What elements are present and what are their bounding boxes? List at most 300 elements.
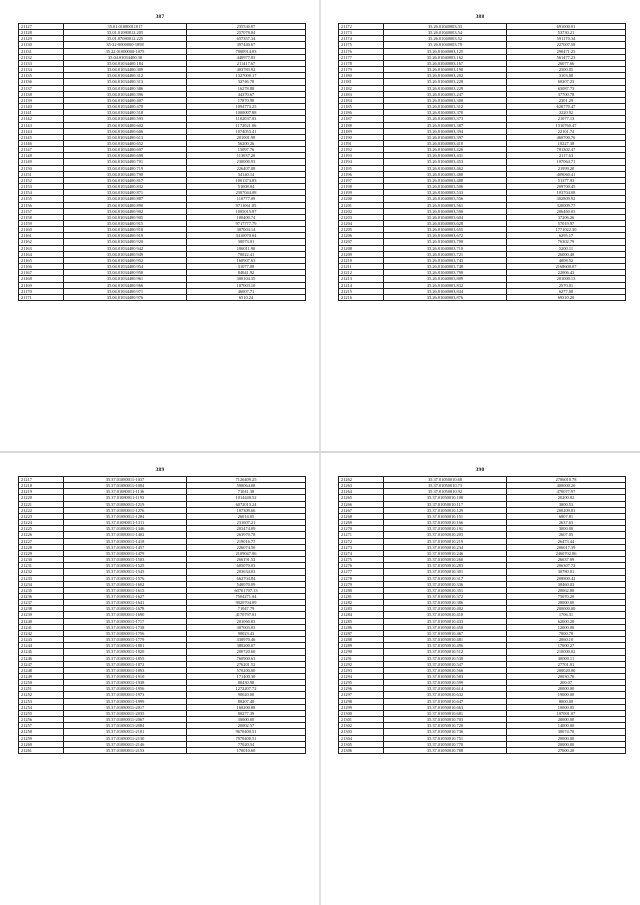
cadastral-number: 35.37.01080011-1627 (64, 593, 187, 599)
amount: 257078.84 (187, 30, 306, 36)
amount: 26014.05 (187, 513, 306, 519)
amount: 1000007.88 (187, 110, 306, 116)
row-index: 21303 (339, 729, 384, 735)
cadastral-number: 35.26.01040003.312 (384, 104, 507, 110)
amount: 206307.72 (507, 563, 626, 569)
row-index: 21265 (339, 495, 384, 501)
data-table (338, 23, 626, 301)
row-index: 21272 (339, 538, 384, 544)
cadastral-number: 35.37.01050010.481 (384, 637, 507, 643)
amount: 3000.00 (507, 526, 626, 532)
row-index: 21200 (339, 196, 384, 202)
amount: 78022.41 (187, 251, 306, 257)
row-index: 21237 (19, 600, 64, 606)
cadastral-number: 35.37.01080011-1893 (64, 667, 187, 673)
cadastral-number: 35.37.01080011-2130 (64, 735, 187, 741)
cadastral-number: 35.04.01034400.606 (64, 128, 187, 134)
row-index: 21179 (339, 67, 384, 73)
amount: 2706010.78 (507, 477, 626, 483)
page-389 (0, 453, 320, 905)
row-index: 21294 (339, 674, 384, 680)
cadastral-number: 35.37.01050010.129 (384, 507, 507, 513)
cadastral-number: 35.04.01034400.952 (64, 257, 187, 263)
amount: 12000.00 (507, 624, 626, 630)
row-index: 21136 (19, 79, 64, 85)
amount: 7800914.83 (187, 48, 306, 54)
cadastral-number: 35.04.01034400.613 (64, 134, 187, 140)
amount: 28000.00 (507, 600, 626, 606)
cadastral-number: 35.26.01040003.162 (384, 54, 507, 60)
cadastral-number: 35.37.01050010.402 (384, 606, 507, 612)
cadastral-number: 35.26.01040003.506 (384, 184, 507, 190)
cadastral-number: 35.26.01040003.721 (384, 251, 507, 257)
amount: 53730.21 (507, 30, 626, 36)
row-index: 21221 (19, 501, 64, 507)
cadastral-number: 35.37.01050010.736 (384, 729, 507, 735)
row-index: 21283 (339, 606, 384, 612)
amount: 1005015.87 (187, 208, 306, 214)
row-index: 21215 (339, 288, 384, 294)
cadastral-number: 35.37.01080011-2101 (64, 729, 187, 735)
row-index: 21189 (339, 128, 384, 134)
row-index: 21173 (339, 30, 384, 36)
cadastral-number: 35.26.01040003.125 (384, 48, 507, 54)
row-index: 21134 (19, 67, 64, 73)
amount: 30780.01 (507, 569, 626, 575)
cadastral-number: 35.37.01080011-1311 (64, 520, 187, 526)
row-index: 21145 (19, 134, 64, 140)
cadastral-number: 35.37.01050010.770 (384, 741, 507, 747)
row-index: 21131 (19, 48, 64, 54)
cadastral-number: 35.04.01034400.890 (64, 202, 187, 208)
cadastral-number: 35.37.01050010.418 (384, 612, 507, 618)
cadastral-number: 35.37.01080011-1855 (64, 655, 187, 661)
amount: 3103.08 (507, 73, 626, 79)
cadastral-number: 35.37.01050010.614 (384, 686, 507, 692)
row-index: 21204 (339, 221, 384, 227)
cadastral-number: 35.26.01040003.247 (384, 91, 507, 97)
row-index: 21298 (339, 698, 384, 704)
row-index: 21216 (339, 294, 384, 300)
amount: 307003.03 (187, 624, 306, 630)
amount: 781302.47 (507, 147, 626, 153)
amount: 397440.67 (187, 42, 306, 48)
amount: 21077.13 (507, 116, 626, 122)
cadastral-number: 35.26.01040003.79 (384, 42, 507, 48)
row-index: 21228 (19, 544, 64, 550)
row-index: 21148 (19, 153, 64, 159)
cadastral-number: 35.26.01040003.54 (384, 30, 507, 36)
row-index: 21194 (339, 159, 384, 165)
cadastral-number: 35.04.01034400.971 (64, 288, 187, 294)
row-index: 21233 (19, 575, 64, 581)
cadastral-number: 35.26.01040003.700 (384, 239, 507, 245)
cadastral-number: 35.37.01080011-1525 (64, 563, 187, 569)
cadastral-number: 35.04.01034400.887 (64, 196, 187, 202)
row-index: 21196 (339, 171, 384, 177)
amount: 160907.63 (187, 257, 306, 263)
amount: 30073.01 (187, 239, 306, 245)
row-index: 21263 (339, 483, 384, 489)
row-index: 21250 (19, 680, 64, 686)
amount: 210000.02 (507, 649, 626, 655)
amount: 34140.14 (187, 171, 306, 177)
amount: 200000.00 (507, 606, 626, 612)
amount: 37206.26 (507, 214, 626, 220)
table-row (19, 747, 306, 753)
row-index: 21168 (19, 276, 64, 282)
cadastral-number: 35.37.01080011-2017 (64, 704, 187, 710)
cadastral-number: 35.37.01080011-1690 (64, 612, 187, 618)
cadastral-number: 35.04.01034400.790 (64, 171, 187, 177)
row-index: 21213 (339, 276, 384, 282)
row-index: 21253 (19, 698, 64, 704)
amount: 113037.20 (187, 153, 306, 159)
cadastral-number: 35.26.01040003.202 (384, 73, 507, 79)
cadastral-number: 35.37.01050010.467 (384, 630, 507, 636)
amount: 7970400.51 (187, 735, 306, 741)
amount: 30074.70 (507, 729, 626, 735)
cadastral-number: 35.37.01080011-2035 (64, 710, 187, 716)
cadastral-number: 35.26.01040003.229 (384, 85, 507, 91)
amount: 219016.77 (187, 538, 306, 544)
amount: 440977.83 (187, 54, 306, 60)
cadastral-number: 35.04.01034400.602 (64, 122, 187, 128)
row-index: 21299 (339, 704, 384, 710)
amount: 320009.77 (507, 202, 626, 208)
cadastral-number: 35.37.01050010.372 (384, 593, 507, 599)
amount: 27000.20 (507, 747, 626, 753)
row-index: 21138 (19, 91, 64, 97)
row-index: 21260 (19, 741, 64, 747)
cadastral-number: 35.37.01050010.386 (384, 600, 507, 606)
amount: 403783.92 (187, 67, 306, 73)
cadastral-number: 35.26.01040003.604 (384, 214, 507, 220)
row-index: 21301 (339, 717, 384, 723)
row-index: 21205 (339, 227, 384, 233)
row-index: 21185 (339, 104, 384, 110)
row-index: 21276 (339, 563, 384, 569)
cadastral-number: 35.37.01080011-1602 (64, 581, 187, 587)
row-index: 21232 (19, 569, 64, 575)
cadastral-number: 35.04.01034400.386 (64, 85, 187, 91)
amount: 200720.60 (187, 649, 306, 655)
cadastral-number: 35.37.01050010.512 (384, 649, 507, 655)
page-number: 389 (155, 467, 165, 473)
row-index: 21243 (19, 637, 64, 643)
row-index: 21192 (339, 147, 384, 153)
amount: 20000.00 (507, 741, 626, 747)
cadastral-number: 35.04.01034400.905 (64, 214, 187, 220)
cadastral-number: 35.37.01050010.632 (384, 692, 507, 698)
amount: 22101.74 (507, 128, 626, 134)
amount: 51377.93 (507, 177, 626, 183)
amount: 37700.78 (507, 91, 626, 97)
row-index: 21163 (19, 245, 64, 251)
cadastral-number: 35.04.01034400.719 (64, 165, 187, 171)
row-index: 21172 (339, 24, 384, 30)
amount: 209700.45 (507, 184, 626, 190)
cadastral-number: 35.37.01050010.647 (384, 698, 507, 704)
amount: 187003.10 (187, 282, 306, 288)
cadastral-number: 35.26.01040003.397 (384, 134, 507, 140)
page-number: 390 (475, 467, 485, 473)
amount: 21999.20 (507, 165, 626, 171)
cadastral-number: 35.37.01080011-1956 (64, 686, 187, 692)
cadastral-number: 35.04.01034400.478 (64, 104, 187, 110)
cadastral-number: 35.37.01080011-1576 (64, 575, 187, 581)
row-index: 21193 (339, 153, 384, 159)
cadastral-number: 35.26.01040003.844 (384, 288, 507, 294)
amount: 75070.20 (507, 593, 626, 599)
amount: 26000.40 (507, 251, 626, 257)
cadastral-number: 35.37.01080011-1973 (64, 692, 187, 698)
cadastral-number: 35.04.01034400.918 (64, 227, 187, 233)
row-index: 21150 (19, 165, 64, 171)
amount: 4170797.01 (187, 612, 306, 618)
cadastral-number: 35.37.01080011-1910 (64, 674, 187, 680)
row-index: 21268 (339, 513, 384, 519)
row-index: 21219 (19, 489, 64, 495)
row-index: 21231 (19, 563, 64, 569)
cadastral-number: 35.04.01034400.817 (64, 177, 187, 183)
amount: 30000.11 (507, 655, 626, 661)
amount: 276201.52 (187, 661, 306, 667)
cadastral-number: 35.04.01034400.396 (64, 91, 187, 97)
amount: 160200.88 (187, 704, 306, 710)
amount: 227007.58 (507, 42, 626, 48)
row-index: 21209 (339, 251, 384, 257)
amount: 302809.92 (507, 196, 626, 202)
row-index: 21159 (19, 221, 64, 227)
amount: 1327000.17 (187, 73, 306, 79)
amount: 691000.01 (507, 24, 626, 30)
amount: 570200.00 (187, 667, 306, 673)
amount: 6277.08 (507, 288, 626, 294)
cadastral-number: 35.37.01080011-1641 (64, 600, 187, 606)
row-index: 21202 (339, 208, 384, 214)
amount: 107064.71 (507, 159, 626, 165)
amount: 470077.97 (507, 489, 626, 495)
cadastral-number: 35.37.01080011-1543 (64, 569, 187, 575)
amount: 208800.42 (507, 575, 626, 581)
row-index: 21269 (339, 520, 384, 526)
row-index: 21146 (19, 140, 64, 146)
row-index: 21227 (19, 538, 64, 544)
cadastral-number: 35.37.01080011-1276 (64, 507, 187, 513)
row-index: 21278 (339, 575, 384, 581)
cadastral-number: 35.37.01050010.450 (384, 624, 507, 630)
cadastral-number: 35.37.01050010.788 (384, 747, 507, 753)
row-index: 21188 (339, 122, 384, 128)
cadastral-number: 35.01.01080012.205 (64, 30, 187, 36)
row-index: 21208 (339, 245, 384, 251)
cadastral-number: 35.26.01040003.462 (384, 165, 507, 171)
amount: 80277.39 (187, 710, 306, 716)
row-index: 21241 (19, 624, 64, 630)
row-index: 21254 (19, 704, 64, 710)
row-index: 21225 (19, 526, 64, 532)
cadastral-number: 35.26.01040003.556 (384, 196, 507, 202)
amount: 17000.27 (507, 643, 626, 649)
amount: 6807.81 (507, 513, 626, 519)
amount: 330970.46 (187, 637, 306, 643)
cadastral-number: 35.26.01040003.373 (384, 116, 507, 122)
cadastral-number: 35.37.01050010.191 (384, 526, 507, 532)
cadastral-number: 35.37.01080011-1779 (64, 637, 187, 643)
amount: 3220.92 (507, 110, 626, 116)
row-index: 21305 (339, 741, 384, 747)
cadastral-number: 35.04.01034400.902 (64, 208, 187, 214)
row-index: 21306 (339, 747, 384, 753)
amount: 27701.01 (507, 661, 626, 667)
cadastral-number: 35.04.01034400.697 (64, 147, 187, 153)
cadastral-number: 35.26.01040003.876 (384, 294, 507, 300)
cadastral-number: 35.26.01040003.480 (384, 171, 507, 177)
amount: 206460.03 (507, 208, 626, 214)
cadastral-number: 35.04.01034400.184 (64, 60, 187, 66)
amount: 60701707.13 (187, 587, 306, 593)
amount: 409060.41 (507, 171, 626, 177)
amount: 30000.00 (187, 717, 306, 723)
row-index: 21186 (339, 110, 384, 116)
row-index: 21244 (19, 643, 64, 649)
amount: 235530.87 (187, 24, 306, 30)
cadastral-number: 35.37.01050010.336 (384, 581, 507, 587)
row-index: 21289 (339, 643, 384, 649)
row-index: 21300 (339, 710, 384, 716)
amount: 103704.08 (507, 190, 626, 196)
amount: 7126409.25 (187, 477, 306, 483)
row-index: 21288 (339, 637, 384, 643)
cadastral-number: 35.37.01050010.496 (384, 643, 507, 649)
amount: 100400.74 (187, 214, 306, 220)
amount: 30460.03 (507, 581, 626, 587)
cadastral-number: 35.37.01080011-1346 (64, 526, 187, 532)
cadastral-number: 35.37.01080011-1402 (64, 532, 187, 538)
amount: 90023.43 (187, 630, 306, 636)
amount: 20062.80 (507, 587, 626, 593)
row-index: 21295 (339, 680, 384, 686)
amount: 20002.57 (187, 723, 306, 729)
row-index: 21180 (339, 73, 384, 79)
row-index: 21281 (339, 593, 384, 599)
row-index: 21133 (19, 60, 64, 66)
row-index: 21135 (19, 73, 64, 79)
cadastral-number: 35.26.01040003.655 (384, 227, 507, 233)
amount: 657357.34 (187, 36, 306, 42)
amount: 1074053.41 (187, 128, 306, 134)
amount: 31077.08 (187, 264, 306, 270)
row-index: 21274 (339, 550, 384, 556)
cadastral-number: 35.04.01034400.407 (64, 97, 187, 103)
row-index: 21158 (19, 214, 64, 220)
amount: 266191.52 (187, 557, 306, 563)
amount: 44370.67 (187, 91, 306, 97)
cadastral-number: 35.26.01040003.488 (384, 177, 507, 183)
row-index: 21190 (339, 134, 384, 140)
cadastral-number: 35.37.01080011-1938 (64, 680, 187, 686)
cadastral-number: 35.37.01080011-2067 (64, 717, 187, 723)
cadastral-number: 35.26.01040003.809 (384, 276, 507, 282)
amount: 2637.63 (507, 520, 626, 526)
cadastral-number: 35.37.01080011-1084 (64, 483, 187, 489)
row-index: 21176 (339, 48, 384, 54)
amount: 5200.11 (507, 245, 626, 251)
cadastral-number: 35.04.01034400.976 (64, 294, 187, 300)
row-index: 21287 (339, 630, 384, 636)
amount: 2607.05 (507, 532, 626, 538)
row-index: 21223 (19, 513, 64, 519)
amount: 200.07 (507, 680, 626, 686)
amount: 307004.14 (187, 227, 306, 233)
amount: 1172021.06 (187, 122, 306, 128)
row-index: 21258 (19, 729, 64, 735)
amount: 107001.07 (507, 710, 626, 716)
amount: 561477.23 (507, 54, 626, 60)
cadastral-number: 35.37.01050010.351 (384, 587, 507, 593)
amount: 84041.92 (187, 270, 306, 276)
cadastral-number: 35.37.01080011-1136 (64, 489, 187, 495)
row-index: 21130 (19, 42, 64, 48)
row-index: 21139 (19, 97, 64, 103)
cadastral-number: 35.37.01080011-1457 (64, 544, 187, 550)
row-index: 21171 (19, 294, 64, 300)
row-index: 21229 (19, 550, 64, 556)
cadastral-number: 35.04.01034400.961 (64, 276, 187, 282)
row-index: 21178 (339, 60, 384, 66)
row-index: 21286 (339, 624, 384, 630)
amount: 19000.00 (507, 692, 626, 698)
row-index: 21191 (339, 140, 384, 146)
cadastral-number: 35.04.01034400.593 (64, 116, 187, 122)
row-index: 21211 (339, 264, 384, 270)
amount: 1272207.72 (187, 686, 306, 692)
cadastral-number: 35.37.01050010.166 (384, 520, 507, 526)
cadastral-number: 35.37.01050010.317 (384, 575, 507, 581)
row-index: 21160 (19, 227, 64, 233)
row-index: 21169 (19, 282, 64, 288)
cadastral-number: 35.37.01080011-1801 (64, 643, 187, 649)
amount: 51008.04 (187, 184, 306, 190)
cadastral-number: 35.37.01080011-2084 (64, 723, 187, 729)
cadastral-number: 35.37.01080011-1615 (64, 587, 187, 593)
amount: 290471.25 (507, 48, 626, 54)
row-index: 21257 (19, 723, 64, 729)
row-index: 21195 (339, 165, 384, 171)
cadastral-number: 35.37.01050010.751 (384, 735, 507, 741)
cadastral-number: 35.37.01050010.583 (384, 674, 507, 680)
row-index: 21132 (19, 54, 64, 60)
row-index: 21129 (19, 36, 64, 42)
cadastral-number: 35.26.01040003.790 (384, 270, 507, 276)
cadastral-number: 35.37.01080011-2146 (64, 741, 187, 747)
amount: 46007.71 (187, 288, 306, 294)
amount: 230000.93 (187, 159, 306, 165)
amount: 171400.30 (187, 674, 306, 680)
amount: 4008.52 (507, 257, 626, 263)
amount: 9020704.09 (187, 600, 306, 606)
amount: 201001.98 (187, 134, 306, 140)
row-index: 21251 (19, 686, 64, 692)
cadastral-number: 35.26.01040003.710 (384, 245, 507, 251)
row-index: 21248 (19, 667, 64, 673)
cadastral-number: 35.37.01050010.92 (384, 489, 507, 495)
row-index: 21245 (19, 649, 64, 655)
row-index: 21291 (339, 655, 384, 661)
cadastral-number: 35.37.01050010.73 (384, 483, 507, 489)
row-index: 21249 (19, 674, 64, 680)
